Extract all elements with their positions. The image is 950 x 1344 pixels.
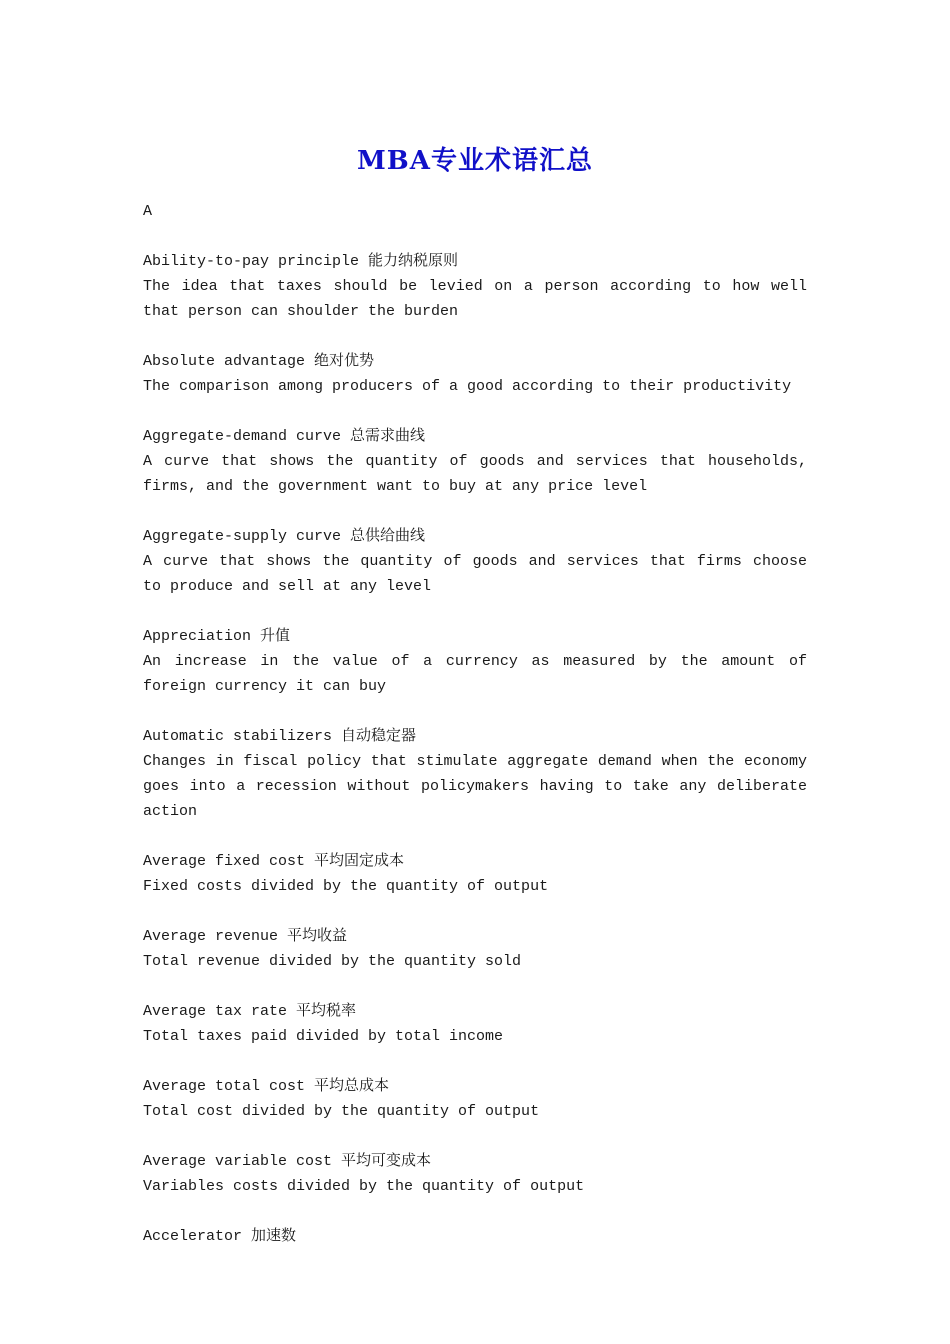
glossary-entry: [143, 1149, 807, 1199]
document-title: MBA专业术语汇总: [357, 146, 593, 176]
entry-term: Average fixed cost 平均固定成本: [143, 853, 405, 870]
glossary-entry: [143, 849, 807, 899]
entry-definition: A curve that shows the quantity of goods and services that firms choose to produce and sell at any level: [143, 553, 807, 595]
entry-definition: Total taxes paid divided by total income: [143, 1028, 504, 1045]
entry-definition: Variables costs divided by the quantity of output: [143, 1178, 585, 1195]
entry-term: Average revenue 平均收益: [143, 928, 348, 945]
glossary-entry: [143, 1224, 807, 1249]
glossary-entry: [143, 624, 807, 699]
entry-term: Ability-to-pay principle 能力纳税原则: [143, 253, 459, 270]
glossary-content: [143, 199, 807, 1274]
glossary-entry: [143, 724, 807, 824]
entry-definition: Total revenue divided by the quantity sold: [143, 953, 522, 970]
glossary-entry: [143, 349, 807, 399]
entry-term: Average variable cost 平均可变成本: [143, 1153, 432, 1170]
entry-term: Absolute advantage 绝对优势: [143, 353, 375, 370]
entry-term: Average total cost 平均总成本: [143, 1078, 390, 1095]
glossary-entry: [143, 249, 807, 324]
section-letter: A: [143, 203, 153, 220]
glossary-entry: [143, 524, 807, 599]
entry-term: Aggregate-supply curve 总供给曲线: [143, 528, 426, 545]
glossary-entry: [143, 999, 807, 1049]
glossary-entry: [143, 424, 807, 499]
entry-definition: The idea that taxes should be levied on a person according to how well that person can shoulder the burden: [143, 278, 807, 320]
glossary-entry: [143, 924, 807, 974]
entry-term: Appreciation 升值: [143, 628, 291, 645]
entry-definition: Changes in fiscal policy that stimulate aggregate demand when the economy goes into a recession without policymakers having to take any deliberate action: [143, 753, 807, 820]
entry-term: Aggregate-demand curve 总需求曲线: [143, 428, 426, 445]
entry-term: Average tax rate 平均税率: [143, 1003, 357, 1020]
entry-definition: Fixed costs divided by the quantity of output: [143, 878, 549, 895]
entry-definition: An increase in the value of a currency as measured by the amount of foreign currency it can buy: [143, 653, 807, 695]
entry-definition: A curve that shows the quantity of goods and services that households, firms, and the government want to buy at any price level: [143, 453, 807, 495]
entry-term: Accelerator 加速数: [143, 1228, 297, 1245]
entry-term: Automatic stabilizers 自动稳定器: [143, 728, 417, 745]
glossary-entry: [143, 1074, 807, 1124]
entry-definition: Total cost divided by the quantity of output: [143, 1103, 540, 1120]
entry-definition: The comparison among producers of a good according to their productivity: [143, 378, 792, 395]
